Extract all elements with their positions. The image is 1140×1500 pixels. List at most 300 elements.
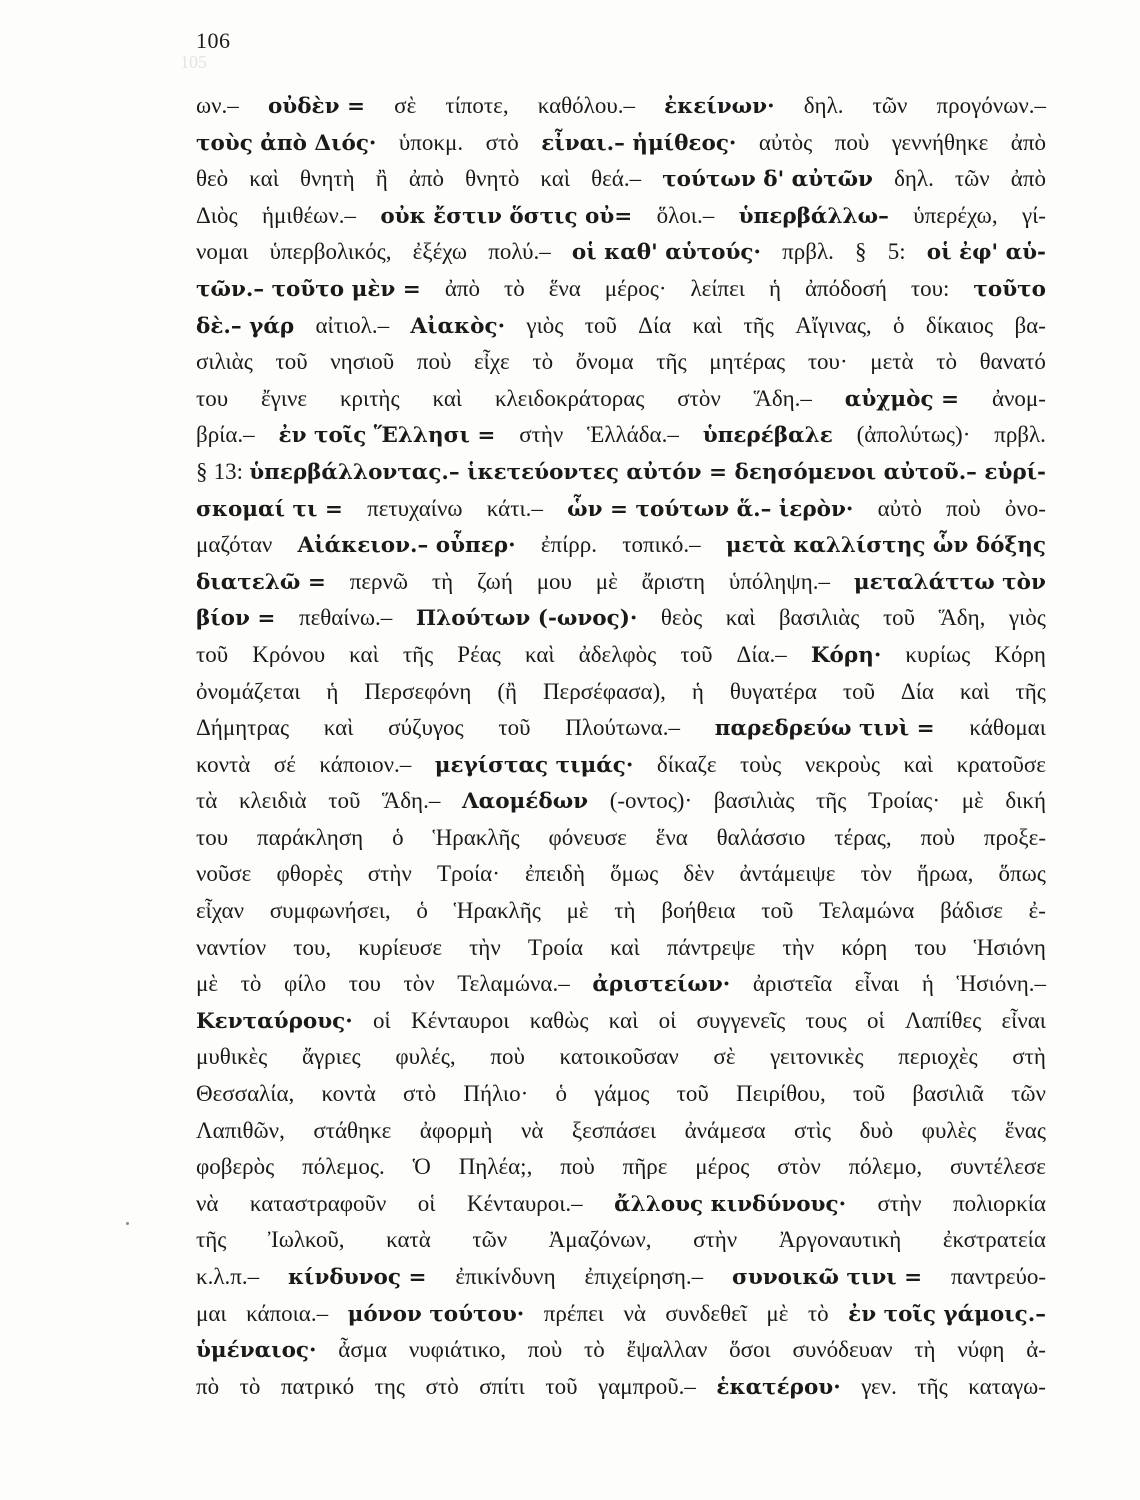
word: ἐ- (1028, 898, 1046, 924)
lemma-term: παρεδρεύω τινὶ = (714, 716, 935, 742)
word: λείπει (690, 275, 745, 301)
word: κόρη (841, 934, 888, 960)
word: ὑποκμ. (398, 129, 464, 155)
lemma-term: μεγίστας τιμάς· (434, 752, 634, 778)
text-line (196, 198, 1046, 235)
word: μὲ (196, 971, 218, 997)
word: Περσεφόνη (364, 678, 472, 704)
word: καὶ (349, 641, 379, 667)
word: τοῦ (545, 1373, 578, 1399)
word: στὴν (519, 422, 564, 448)
word: τοῦ (498, 715, 531, 741)
word: σπίτι (479, 1373, 525, 1399)
word: ἡ (768, 275, 781, 301)
word: κυρίως (905, 641, 971, 667)
word: δυὸ (859, 1117, 894, 1143)
word: πατρικό (280, 1373, 355, 1399)
word: φυλὲς (921, 1117, 977, 1143)
word: μὲ (766, 1300, 789, 1326)
word: τὴν (469, 934, 501, 960)
word: τους (805, 1007, 847, 1033)
word: φοβερὸς (196, 1154, 275, 1180)
word: καὶ (959, 678, 990, 704)
word: δίκαιος (925, 312, 994, 338)
word: εἶναι (1001, 1007, 1046, 1033)
word: Θεσσαλία, (196, 1081, 295, 1107)
word: τὸν (403, 971, 435, 997)
lemma-term: ἄλλους κινδύνους· (614, 1191, 847, 1217)
word: εἶχαν (196, 898, 244, 924)
word: γειτονικὲς (770, 1044, 864, 1070)
text-line (196, 966, 1046, 1003)
word: προξε- (983, 824, 1046, 850)
word: ἥρωα, (916, 861, 974, 887)
word: πὸ (196, 1373, 220, 1399)
lemma-term: Αἰακὸς· (410, 313, 506, 339)
lemma-term: κίνδυνος = (287, 1265, 427, 1290)
word: πρέπει (543, 1300, 604, 1326)
word: τὸ (503, 275, 525, 301)
text-line (196, 747, 1046, 784)
word: 13: (213, 458, 244, 484)
word: κοντὰ (196, 751, 251, 777)
text-line (196, 637, 1046, 674)
text-line (196, 856, 1046, 893)
word: ναντίον (196, 934, 267, 960)
text-line (196, 417, 1046, 454)
word: ἕνα (655, 824, 688, 850)
text-line (196, 783, 1046, 820)
word: πολιορκία (952, 1190, 1046, 1216)
lemma-term: ὑμέναιος· (196, 1338, 317, 1364)
word: ὅλοι.– (656, 202, 715, 228)
word: στὸ (425, 1373, 459, 1399)
word: ἐπίρρ. (540, 532, 597, 558)
word: τοῦ (275, 349, 308, 375)
word: μητέρας (709, 349, 786, 375)
word: στὸ (403, 1081, 437, 1107)
word: σέ (273, 751, 296, 777)
word: πρβλ. (994, 422, 1046, 448)
lemma-term: Αἰάκειον.– οὗπερ· (297, 533, 516, 559)
lemma-term: οἱ καθ' αὑτούς· (571, 240, 761, 266)
word: σὲ (394, 93, 417, 118)
word: αὐτὸς (758, 129, 813, 155)
word: ποὺ (560, 1154, 595, 1180)
lemma-term: ἐν τοῖς γάμοις.– (848, 1301, 1046, 1327)
word: Τροίας· (868, 788, 941, 814)
word: τέρας, (834, 824, 892, 850)
word: ζωή (476, 568, 513, 594)
word: § (196, 458, 208, 484)
word: σιλιὰς (196, 349, 253, 375)
word: στάθηκε (313, 1117, 392, 1143)
word: μὲ (595, 568, 618, 594)
word: τῶν (1011, 1081, 1046, 1107)
word: συμφωνήσει, (269, 898, 391, 924)
text-line (196, 1296, 1046, 1333)
word: του (914, 934, 947, 960)
lemma-term: Λαομέδων (461, 789, 589, 815)
word: νεκροὺς (804, 751, 880, 777)
word: θυγατέρα (729, 678, 817, 704)
word: εἶναι (854, 971, 900, 997)
word: μετὰ (870, 349, 914, 375)
word: πῆρε (622, 1154, 668, 1180)
lemma-term: Πλούτων (-ωνος)· (415, 606, 638, 632)
word: ὑπερβολικός, (269, 239, 392, 265)
word: Ρέας (457, 641, 501, 667)
word: Τελαμώνα (819, 898, 915, 924)
word: ἡ (691, 678, 704, 704)
word: περιοχὲς (898, 1044, 978, 1070)
word: Κένταυροι (410, 1007, 510, 1033)
lemma-term: ὑπερβάλλοντας.– ἱκετεύοντες αὐτόν = δεησόμενοι αὐτοῦ.– εὑρί- (249, 459, 1046, 485)
word: Τελαμώνα.– (457, 971, 570, 997)
word: δική (1005, 788, 1046, 814)
word: τοῦ (853, 1081, 886, 1107)
word: προγόνων.– (936, 93, 1046, 118)
word: τὸν (860, 861, 892, 887)
word: κάθομαι (969, 715, 1046, 741)
word: του (196, 385, 229, 411)
word: γεν. (861, 1373, 897, 1399)
word: ἐπειδὴ (525, 861, 586, 887)
page-number: 106 (196, 28, 231, 53)
text-line (196, 234, 1046, 271)
word: Κένταυροι.– (466, 1190, 583, 1216)
word: τοῦ (882, 605, 916, 631)
lemma-term: μόνον τούτου· (347, 1301, 525, 1327)
word: τὴν (782, 934, 815, 960)
paper-speck (126, 1222, 129, 1225)
word: καὶ (249, 166, 279, 192)
word: τῶν (954, 166, 990, 192)
word: Ἀργοναυτικὴ (778, 1227, 902, 1253)
word: τῶν (872, 93, 908, 118)
lemma-term: διατελῶ = (196, 569, 326, 595)
word: πόλεμος. (302, 1154, 385, 1180)
word: δίκαζε (656, 751, 717, 777)
word: στὶς (794, 1117, 831, 1143)
word: πρβλ. (782, 239, 834, 265)
lemma-term: συνοικῶ τινι = (731, 1265, 923, 1290)
word: ἆσμα (338, 1337, 388, 1363)
word: τοὺς (740, 751, 782, 777)
word: ποὺ (490, 1044, 525, 1070)
word: Περσέφασα), (542, 678, 666, 704)
text-line (196, 381, 1046, 418)
lemma-term: αὐχμὸς = (844, 386, 960, 412)
word: Ἑλλάδα.– (587, 422, 679, 448)
word: καὶ (540, 166, 571, 192)
lemma-term: ὑπερβάλλω– (738, 203, 889, 229)
word: Ὁ (412, 1154, 431, 1180)
lemma-term: τοὺς ἀπὸ Διός· (196, 130, 377, 156)
word: ὀνομάζεται (196, 678, 301, 704)
word: ὑπόληψη.– (728, 568, 830, 594)
text-line (196, 125, 1046, 162)
word: κατὰ (386, 1227, 431, 1253)
text-line (196, 308, 1046, 345)
word: τὴ (431, 568, 454, 594)
word: ὀνο- (1004, 495, 1046, 521)
word: ἀντάμειψε (739, 861, 836, 887)
text-line (196, 600, 1046, 637)
lemma-term: οὐδὲν = (267, 94, 366, 119)
word: τὴ (614, 898, 636, 924)
word: θανατό (979, 349, 1046, 375)
word: τοῦ (584, 312, 617, 338)
word: τοῦ (328, 788, 361, 814)
word: ων.– (196, 93, 239, 118)
word: μου (536, 568, 572, 594)
word: τοῦ (761, 898, 794, 924)
lemma-term: τοῦτο (973, 276, 1046, 302)
word: καθὼς (529, 1007, 589, 1033)
word: του: (910, 275, 950, 301)
word: νύφη (957, 1337, 1005, 1363)
text-line (196, 454, 1046, 491)
word: ποὺ (416, 349, 452, 375)
word: γεννήθηκε (891, 129, 989, 155)
word: παράκληση (257, 824, 364, 850)
word: φθορὲς (276, 861, 343, 887)
word: ἀφορμὴ (419, 1117, 493, 1143)
word: τῆς (1015, 678, 1046, 704)
word: ποὺ (920, 824, 955, 850)
word: στὴν (877, 1190, 922, 1216)
lemma-term: δὲ.– γάρ (196, 313, 295, 339)
word: τὰ (196, 788, 218, 814)
word: ποὺ (834, 129, 870, 155)
word: θαλάσσιο (716, 824, 806, 850)
word: Τροία (527, 934, 584, 960)
word: δὲν (683, 861, 715, 887)
word: Δήμητρας (196, 715, 290, 741)
word: κρατοῦσε (956, 751, 1046, 777)
word: τῆς (815, 788, 847, 814)
word: τῆς (656, 349, 687, 375)
word: Ἀμαζόνων, (548, 1227, 652, 1253)
word: κοντὰ (321, 1081, 376, 1107)
word: τοῦ (676, 1081, 709, 1107)
word: ὁ (416, 898, 428, 924)
word: τῆς (917, 1373, 948, 1399)
word: ἀπόδοσή (804, 275, 887, 301)
word: δηλ. (894, 166, 934, 192)
text-line (196, 564, 1046, 601)
word: ὁ (893, 312, 905, 338)
word: οἱ (417, 1190, 436, 1216)
word: ὄνομα (575, 349, 634, 375)
word: καὶ (692, 312, 723, 338)
word: στὴ (1012, 1044, 1046, 1070)
lemma-term: Κενταύρους· (196, 1008, 353, 1034)
word: ἡ (921, 971, 934, 997)
text-line (196, 491, 1046, 528)
word: θνητὴ (299, 166, 355, 192)
word: ὅσοι (729, 1337, 771, 1363)
word: βασιλιᾶ (912, 1081, 984, 1107)
word: θνητὸ (465, 166, 520, 192)
word: Αἴγινας, (795, 312, 872, 338)
word: ἄριστη (641, 568, 705, 594)
word: στὸ (485, 129, 519, 155)
word: Ἡρακλῆς (432, 824, 520, 850)
word: του· (807, 349, 848, 375)
word: ἡμιθέων.– (261, 202, 356, 228)
word: ὅμως (610, 861, 659, 887)
word: τίποτε, (445, 93, 509, 118)
word: ἀριστεῖα (752, 971, 833, 997)
word: τοπικό.– (622, 532, 701, 558)
word: κ.λ.π.– (196, 1264, 260, 1289)
word: τῆς (196, 1227, 227, 1253)
word: βρία.– (196, 422, 255, 448)
word: πεθαίνω.– (298, 605, 393, 631)
text-line (196, 1332, 1046, 1369)
word: παντρεύο- (951, 1264, 1046, 1289)
word: οἱ (373, 1007, 391, 1033)
word: κριτὴς (339, 385, 400, 411)
word: Δία (900, 678, 934, 704)
word: Κόρη (994, 641, 1046, 667)
word: Ἅδη, (938, 605, 986, 631)
word: Πλούτωνα.– (565, 715, 680, 741)
word: καὶ (432, 385, 463, 411)
lemma-term: ὧν = τούτων ἅ.– ἱερὸν· (567, 496, 854, 522)
text-line (196, 271, 1046, 308)
word: συγγενεῖς (696, 1007, 786, 1033)
word: οἱ (867, 1007, 885, 1033)
word: ἔγινε (261, 385, 308, 411)
word: τοῦ (842, 678, 875, 704)
lemma-term: οὐκ ἔστιν ὅστις οὐ= (380, 203, 633, 229)
word: φυλές, (395, 1044, 456, 1070)
word: εἶχε (473, 349, 510, 375)
lemma-term: ἐν τοῖς Ἕλλησι = (278, 423, 496, 449)
lemma-term: ὑπερέβαλε (702, 423, 833, 449)
word: Πειρίθου, (736, 1081, 826, 1107)
word: θεὸ (196, 166, 229, 192)
word: βασιλιὰς (778, 605, 860, 631)
word: σύζυγος (388, 715, 464, 741)
lemma-term: τούτων δ' αὐτῶν (662, 167, 873, 193)
word: τοῦ (196, 641, 229, 667)
word: (-οντος)· (609, 788, 693, 814)
word: γαμπροῦ.– (598, 1373, 696, 1399)
word: πετυχαίνω (367, 495, 463, 521)
word: γιὸς (1008, 605, 1046, 631)
lemma-term: εἶναι.– ἡμίθεος· (541, 130, 737, 156)
word: τῆς (402, 641, 434, 667)
word: ἔψαλλαν (626, 1337, 708, 1363)
text-line (196, 820, 1046, 857)
lemma-term: οἱ ἐφ' αὑ- (926, 240, 1046, 266)
text-line (196, 674, 1046, 711)
lemma-term: μεταλάττω τὸν (853, 569, 1046, 595)
word: καὶ (323, 715, 354, 741)
commentary-text (196, 88, 1046, 1405)
word: κλειδιὰ (238, 788, 307, 814)
word: κυρίευσε (358, 934, 442, 960)
word: του, (293, 934, 332, 960)
text-line (196, 710, 1046, 747)
word: του (348, 971, 381, 997)
word: τοῦ (680, 641, 713, 667)
word: κάποια.– (246, 1300, 329, 1326)
word: νομαι (196, 239, 249, 265)
lemma-term: ἀριστείων· (592, 972, 731, 998)
word: (ἀπολύτως)· (856, 422, 971, 448)
word: τὸ (807, 1300, 829, 1326)
word: ὁ (555, 1081, 567, 1107)
word: νησιοῦ (330, 349, 395, 375)
word: Δία (638, 312, 672, 338)
word: αἰτιολ.– (315, 312, 390, 338)
word: Κρόνου (252, 641, 326, 667)
word: καθόλου.– (537, 93, 635, 118)
word: νοῦσε (196, 861, 252, 887)
word: ἕνας (1004, 1117, 1046, 1143)
lemma-term: Κόρη· (810, 642, 882, 668)
word: βα- (1014, 312, 1046, 338)
word: μυθικὲς (196, 1044, 268, 1070)
word: ἀνομ- (991, 385, 1046, 411)
word: μὲ (961, 788, 984, 814)
word: ποὺ (946, 495, 981, 521)
word: τὸ (239, 1373, 261, 1399)
word: συντέλεσε (950, 1154, 1046, 1180)
text-line (196, 344, 1046, 381)
text-line (196, 930, 1046, 967)
word: κατοικοῦσαν (559, 1044, 679, 1070)
word: νὰ (196, 1190, 219, 1216)
word: μέρος (695, 1154, 750, 1180)
word: Ἅδη.– (753, 385, 812, 411)
text-line (196, 1113, 1046, 1150)
text-line (196, 1076, 1046, 1113)
word: γάμος (594, 1081, 650, 1107)
text-line (196, 88, 1046, 125)
word: ἀπὸ (1010, 166, 1046, 192)
word: στὸν (677, 385, 721, 411)
word: ἀ- (1026, 1337, 1046, 1363)
word: καὶ (608, 1007, 639, 1033)
word: δηλ. (803, 93, 844, 118)
lemma-term: ἐκείνων· (664, 94, 775, 119)
word: νυφιάτικο, (408, 1337, 506, 1363)
word: σὲ (713, 1044, 736, 1070)
word: καὶ (903, 751, 934, 777)
word: βάδισε (940, 898, 1003, 924)
text-line (196, 1039, 1046, 1076)
text-line (196, 161, 1046, 198)
word: Δία.– (736, 641, 787, 667)
word: ἀπὸ (1010, 129, 1046, 155)
word: Τροία· (436, 861, 500, 887)
word: Ἰωλκοῦ, (267, 1227, 345, 1253)
word: Διὸς (196, 202, 238, 228)
word: φόνευσε (548, 824, 627, 850)
word: 5: (887, 239, 906, 265)
word: ἐκστρατεία (942, 1227, 1046, 1253)
lemma-term: τῶν.– τοῦτο μὲν = (196, 276, 421, 302)
word: ἀπὸ (408, 166, 445, 192)
word: Ἡρακλῆς (453, 898, 541, 924)
word: Πήλιο· (463, 1081, 529, 1107)
